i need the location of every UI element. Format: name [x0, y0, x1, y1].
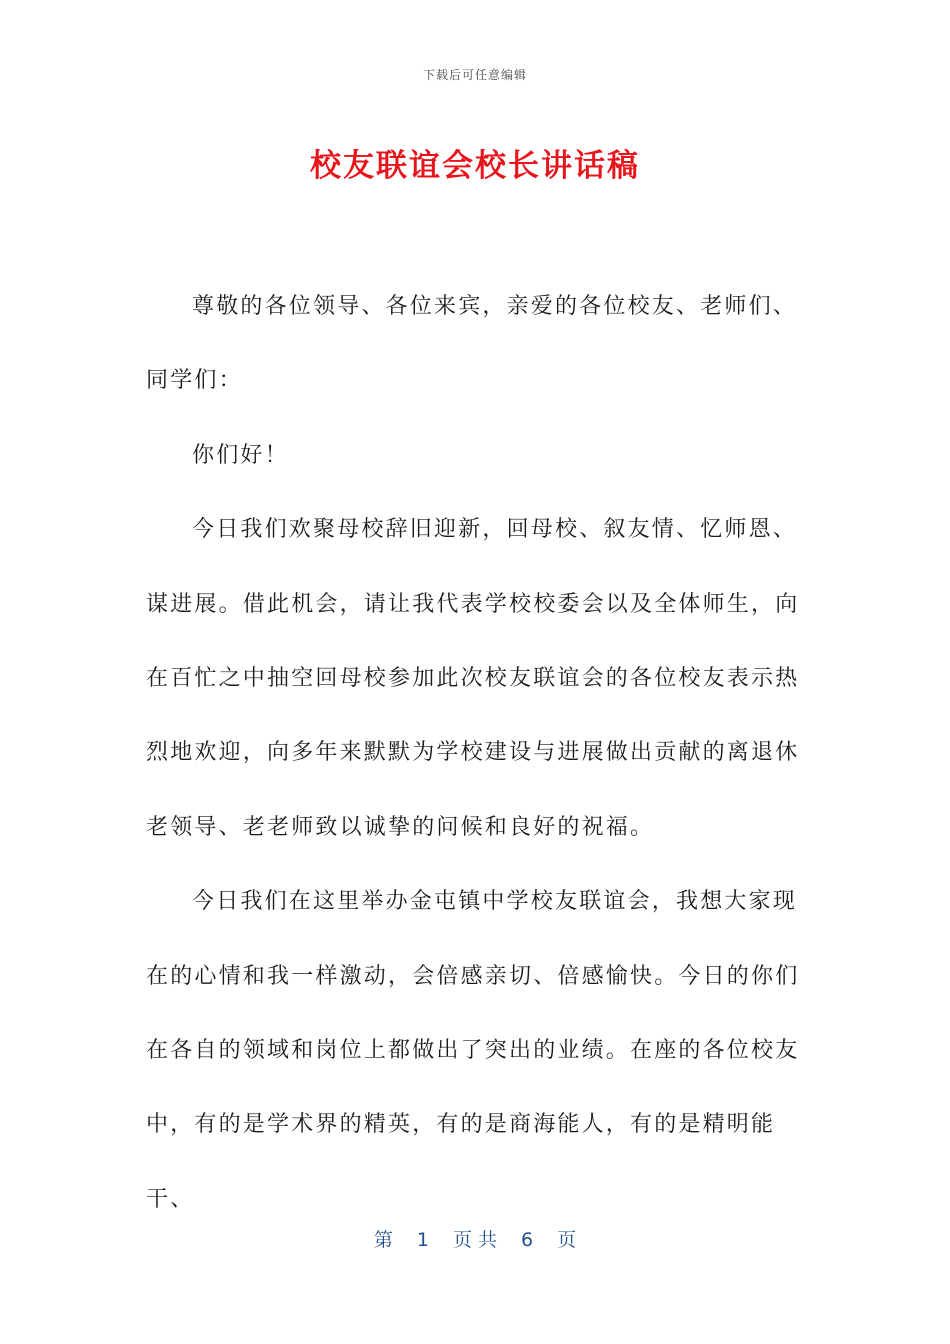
paragraph-alumni-achievements: 今日我们在这里举办金屯镇中学校友联谊会，我想大家现在的心情和我一样激动，会倍感亲切、倍感愉快。今日的你们在各自的领域和岗位上都做出了突出的业绩。在座的各位校友中，有的是学术界的精英，有的是商海能人，有的是精明能干、: [146, 889, 800, 1212]
footer-middle: 页 共: [452, 1229, 498, 1251]
paragraph-greeting: 你们好！: [192, 442, 289, 468]
total-pages-number: 6: [521, 1229, 534, 1251]
page-footer: [0, 1225, 950, 1252]
footer-prefix: 第: [373, 1229, 393, 1251]
paragraph-salutation: 尊敬的各位领导、各位来宾，亲爱的各位校友、老师们、同学们：: [146, 294, 798, 394]
paragraph-welcome: 今日我们欢聚母校辞旧迎新，回母校、叙友情、忆师恩、谋进展。借此机会，请让我代表学校校委会以及全体师生，向在百忙之中抽空回母校参加此次校友联谊会的各位校友表示热烈地欢迎，向多年来默默为学校建设与进展做出贡献的离退休老领导、老老师致以诚挚的问候和良好的祝福。: [146, 517, 800, 840]
current-page-number: 1: [416, 1229, 429, 1251]
footer-suffix: 页: [557, 1229, 577, 1251]
document-title: 校友联谊会校长讲话稿: [310, 148, 640, 184]
document-body: [146, 270, 806, 1237]
header-note: 下载后可任意编辑: [422, 68, 527, 82]
